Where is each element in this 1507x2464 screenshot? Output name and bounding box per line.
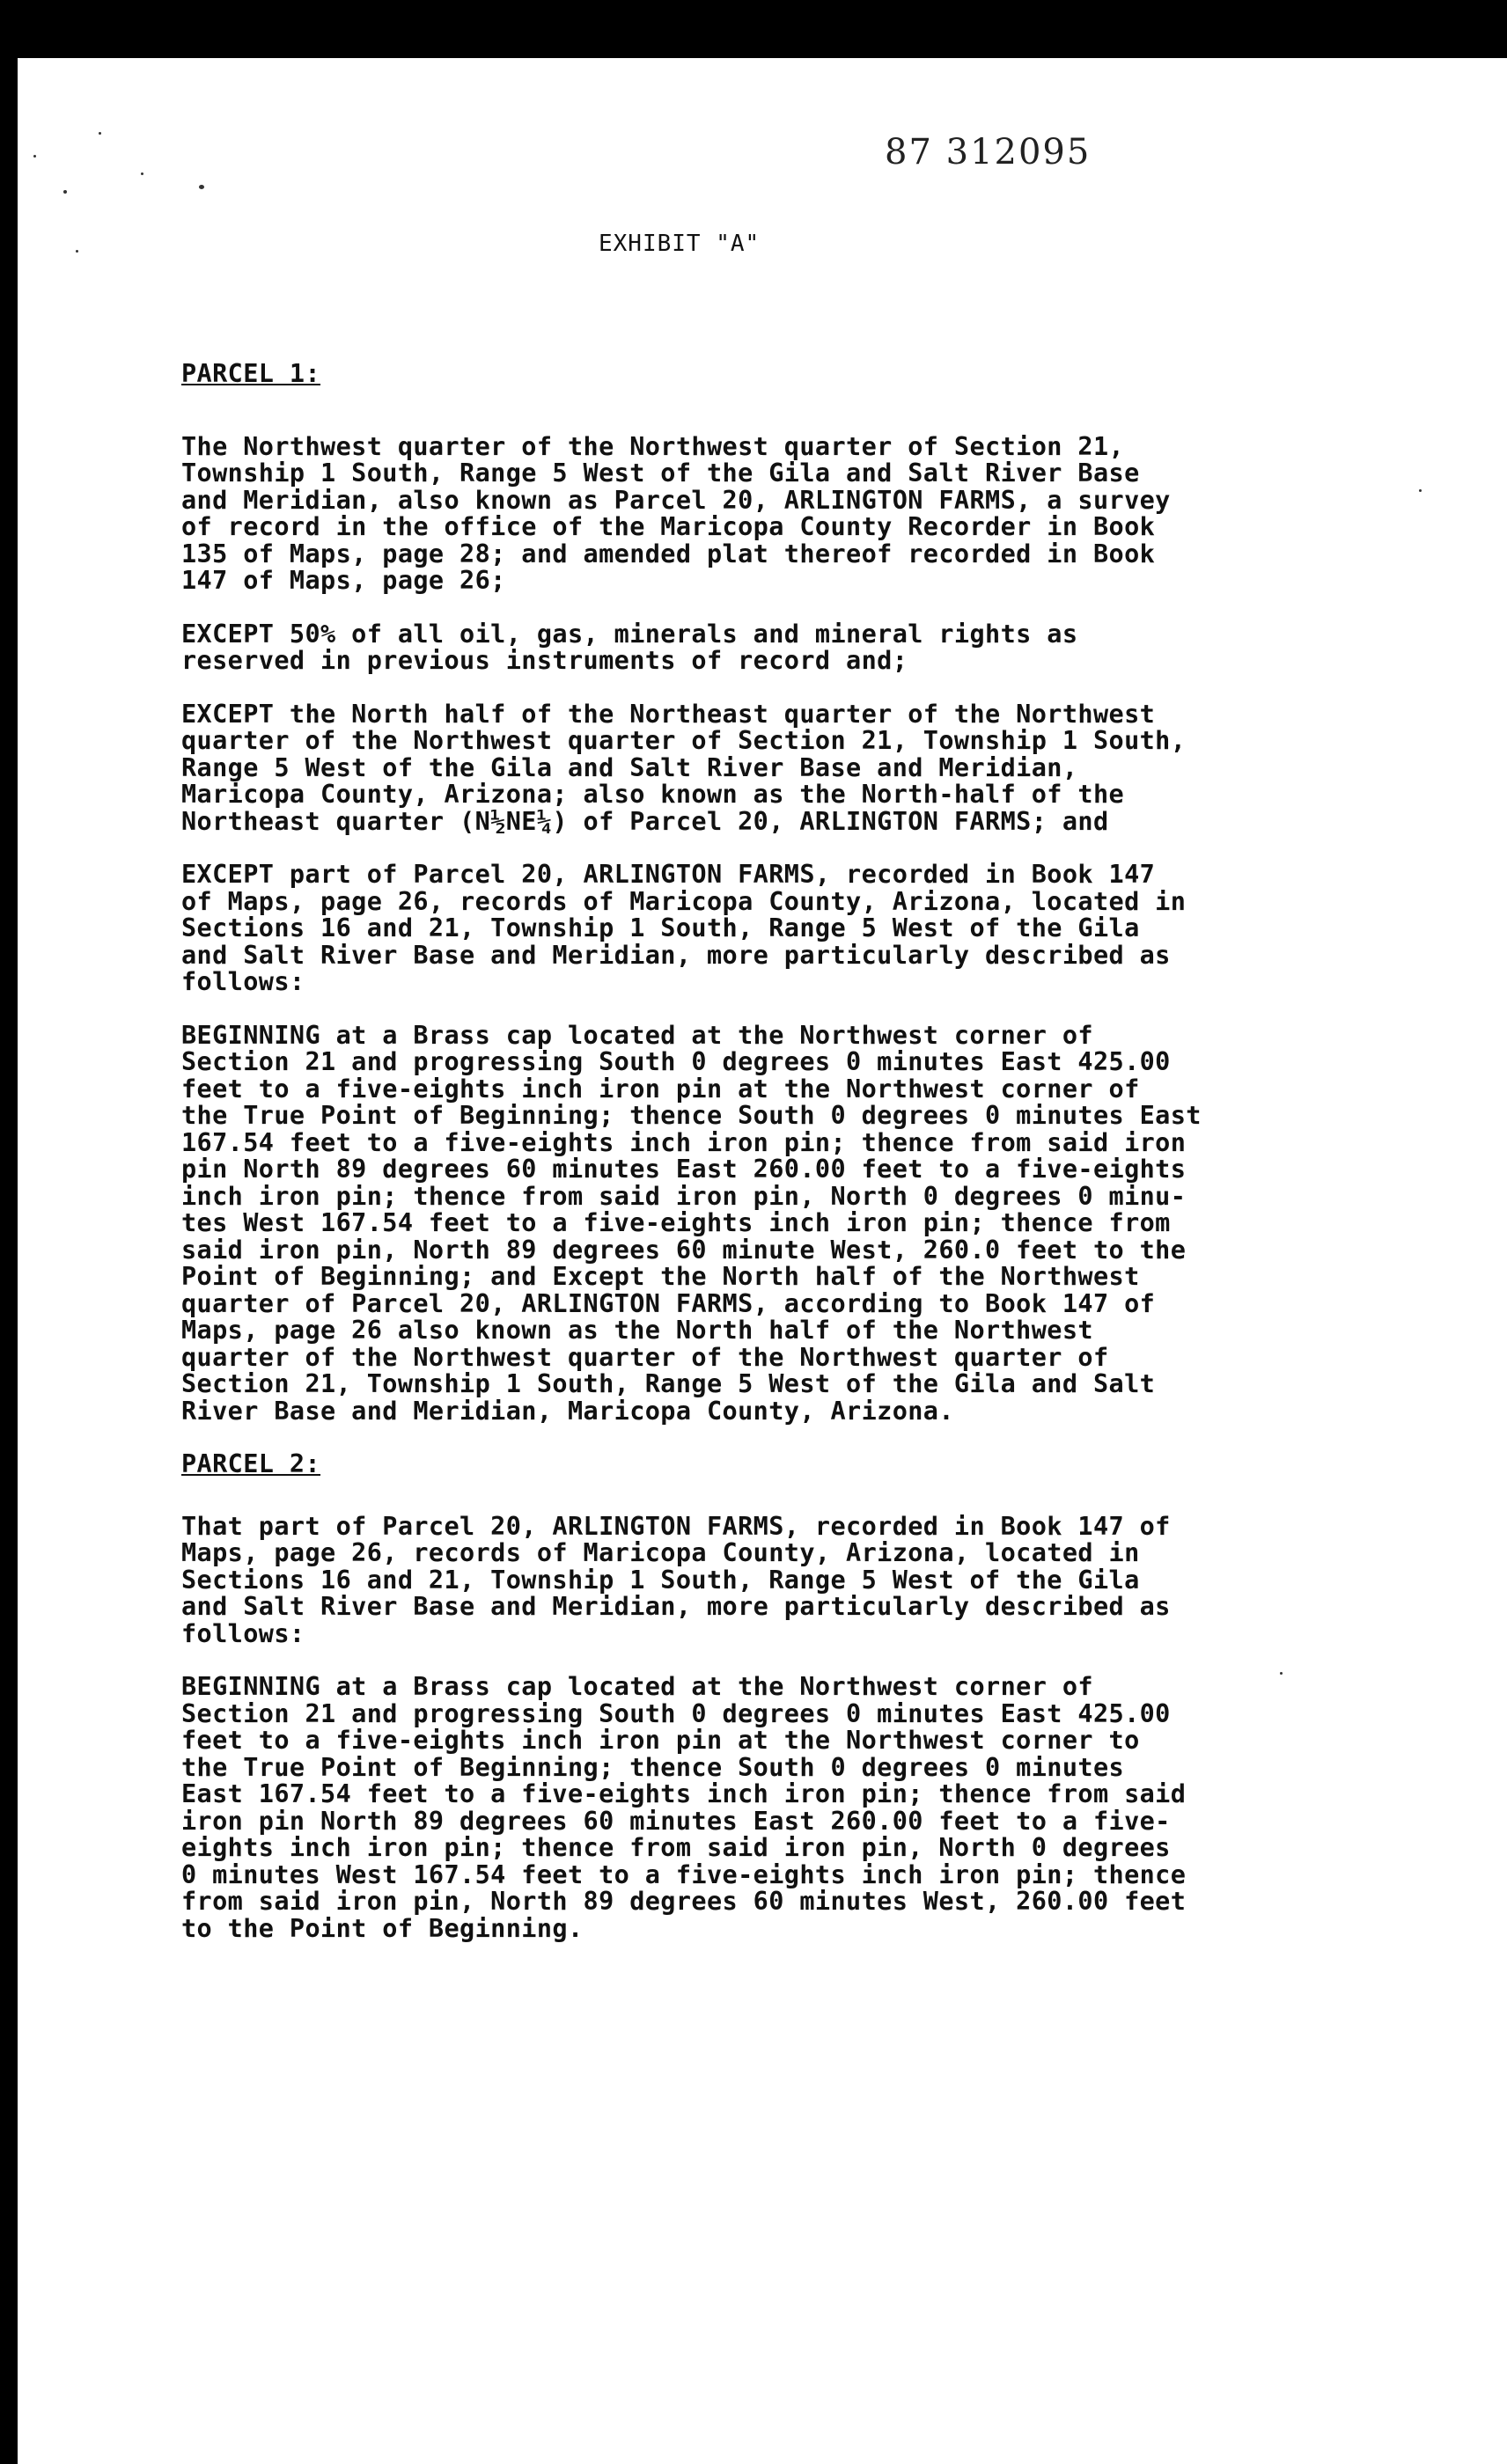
scan-speck bbox=[76, 250, 78, 253]
text-line: from said iron pin, North 89 degrees 60 minutes West, 260.00 feet bbox=[181, 1887, 1187, 1916]
scan-speck bbox=[33, 155, 36, 158]
paragraph bbox=[181, 621, 1343, 675]
text-line: BEGINNING at a Brass cap located at the Northwest corner of bbox=[181, 1020, 1093, 1050]
text-line: Sections 16 and 21, Township 1 South, Range 5 West of the Gila bbox=[181, 913, 1140, 942]
text-line: Northeast quarter (N½NE¼) of Parcel 20, ARLINGTON FARMS; and bbox=[181, 806, 1109, 836]
text-line: of Maps, page 26, records of Maricopa County, Arizona, located in bbox=[181, 886, 1187, 916]
scan-speck bbox=[63, 190, 67, 194]
text-line: said iron pin, North 89 degrees 60 minute West, 260.0 feet to the bbox=[181, 1235, 1187, 1265]
parcel-1-body bbox=[181, 431, 1343, 1426]
text-line: 147 of Maps, page 26; bbox=[181, 566, 506, 595]
text-line: inch iron pin; thence from said iron pin, North 0 degrees 0 minu- bbox=[181, 1181, 1187, 1211]
text-line: That part of Parcel 20, ARLINGTON FARMS, recorded in Book 147 of bbox=[181, 1511, 1171, 1541]
text-line: BEGINNING at a Brass cap located at the Northwest corner of bbox=[181, 1672, 1093, 1701]
text-line: eights inch iron pin; thence from said iron pin, North 0 degrees bbox=[181, 1833, 1171, 1862]
text-line: Range 5 West of the Gila and Salt River Base and Meridian, bbox=[181, 752, 1078, 782]
parcel-2-body bbox=[181, 1511, 1343, 1943]
text-line: feet to a five-eights inch iron pin at the Northwest corner to bbox=[181, 1726, 1140, 1755]
text-line: Township 1 South, Range 5 West of the Gila and Salt River Base bbox=[181, 458, 1140, 488]
text-line: EXCEPT the North half of the Northeast quarter of the Northwest bbox=[181, 699, 1156, 729]
text-line: feet to a five-eights inch iron pin at the Northwest corner of bbox=[181, 1074, 1140, 1104]
text-line: 167.54 feet to a five-eights inch iron pin; thence from said iron bbox=[181, 1127, 1187, 1157]
text-line: Section 21 and progressing South 0 degrees 0 minutes East 425.00 bbox=[181, 1698, 1171, 1728]
paragraph bbox=[181, 431, 1343, 595]
text-line: and Meridian, also known as Parcel 20, ARLINGTON FARMS, a survey bbox=[181, 485, 1171, 515]
text-line: Maricopa County, Arizona; also known as the North-half of the bbox=[181, 780, 1125, 809]
exhibit-title: EXHIBIT "A" bbox=[599, 231, 761, 257]
text-line: of record in the office of the Maricopa County Recorder in Book bbox=[181, 512, 1156, 541]
text-line: East 167.54 feet to a five-eights inch iron pin; thence from said bbox=[181, 1779, 1187, 1808]
paragraph bbox=[181, 1511, 1343, 1648]
scan-speck bbox=[1419, 489, 1422, 492]
text-line: Point of Beginning; and Except the North half of the Northwest bbox=[181, 1262, 1140, 1291]
parcel-1-heading: PARCEL 1: bbox=[181, 359, 321, 388]
text-line: quarter of the Northwest quarter of Section 21, Township 1 South, bbox=[181, 726, 1187, 755]
text-line: 0 minutes West 167.54 feet to a five-eights inch iron pin; thence bbox=[181, 1859, 1187, 1889]
text-line: reserved in previous instruments of record and; bbox=[181, 646, 908, 675]
paragraph bbox=[181, 701, 1343, 836]
scan-border-top bbox=[0, 0, 1507, 58]
scan-speck bbox=[141, 172, 143, 175]
text-line: 135 of Maps, page 28; and amended plat thereof recorded in Book bbox=[181, 539, 1156, 568]
text-line: and Salt River Base and Meridian, more particularly described as bbox=[181, 1592, 1171, 1621]
text-line: quarter of the Northwest quarter of the Northwest quarter of bbox=[181, 1342, 1109, 1372]
text-line: follows: bbox=[181, 1618, 305, 1648]
document-number: 87 312095 bbox=[885, 132, 1092, 172]
text-line: EXCEPT part of Parcel 20, ARLINGTON FARMS, recorded in Book 147 bbox=[181, 860, 1156, 889]
scan-speck bbox=[199, 185, 204, 189]
text-line: the True Point of Beginning; thence South 0 degrees 0 minutes East bbox=[181, 1101, 1202, 1130]
legal-description bbox=[181, 361, 1343, 1969]
text-line: pin North 89 degrees 60 minutes East 260.00 feet to a five-eights bbox=[181, 1155, 1187, 1184]
text-line: follows: bbox=[181, 967, 305, 996]
text-line: The Northwest quarter of the Northwest quarter of Section 21, bbox=[181, 431, 1125, 461]
text-line: iron pin North 89 degrees 60 minutes East 260.00 feet to a five- bbox=[181, 1806, 1171, 1836]
paragraph bbox=[181, 862, 1343, 996]
text-line: quarter of Parcel 20, ARLINGTON FARMS, according to Book 147 of bbox=[181, 1288, 1156, 1318]
parcel-2-heading: PARCEL 2: bbox=[181, 1449, 321, 1478]
text-line: EXCEPT 50% of all oil, gas, minerals and mineral rights as bbox=[181, 619, 1078, 649]
paragraph bbox=[181, 1020, 1343, 1426]
scan-border-left bbox=[0, 0, 18, 2464]
paragraph bbox=[181, 1674, 1343, 1942]
text-line: Sections 16 and 21, Township 1 South, Range 5 West of the Gila bbox=[181, 1565, 1140, 1595]
scan-speck bbox=[99, 132, 101, 135]
text-line: River Base and Meridian, Maricopa County, Arizona. bbox=[181, 1396, 954, 1426]
text-line: Section 21, Township 1 South, Range 5 West of the Gila and Salt bbox=[181, 1369, 1156, 1398]
text-line: and Salt River Base and Meridian, more particularly described as bbox=[181, 940, 1171, 970]
text-line: tes West 167.54 feet to a five-eights inch iron pin; thence from bbox=[181, 1208, 1171, 1237]
text-line: the True Point of Beginning; thence South 0 degrees 0 minutes bbox=[181, 1752, 1125, 1782]
text-line: Maps, page 26, records of Maricopa County, Arizona, located in bbox=[181, 1538, 1140, 1567]
text-line: Maps, page 26 also known as the North half of the Northwest bbox=[181, 1316, 1093, 1345]
text-line: to the Point of Beginning. bbox=[181, 1913, 584, 1943]
text-line: Section 21 and progressing South 0 degrees 0 minutes East 425.00 bbox=[181, 1047, 1171, 1076]
